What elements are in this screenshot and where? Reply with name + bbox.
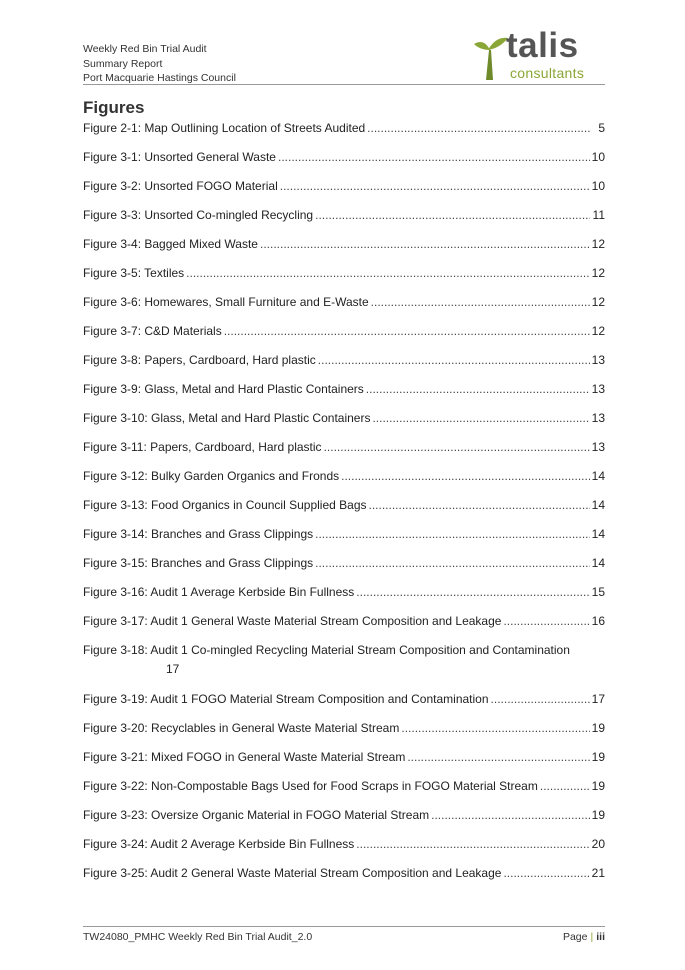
toc-entry-page: 13 <box>591 382 605 396</box>
toc-entry-label: Figure 3-11: Papers, Cardboard, Hard plastic <box>83 440 322 454</box>
footer-divider <box>83 926 605 927</box>
toc-entry-page: 11 <box>592 208 605 222</box>
toc-entry[interactable] <box>83 866 605 895</box>
toc-entry-page: 14 <box>591 469 605 483</box>
footer-separator: | <box>590 931 594 943</box>
dot-leader <box>540 779 590 793</box>
toc-entry-label: Figure 3-24: Audit 2 Average Kerbside Bin Fullness <box>83 837 355 851</box>
toc-entry[interactable] <box>83 498 605 527</box>
toc-entry[interactable] <box>83 808 605 837</box>
toc-entry-page: 14 <box>591 498 605 512</box>
toc-entry-label: Figure 3-9: Glass, Metal and Hard Plastic Containers <box>83 382 364 396</box>
toc-entry-page: 14 <box>591 556 605 570</box>
dot-leader <box>278 150 590 164</box>
toc-entry[interactable] <box>83 527 605 556</box>
toc-entry[interactable] <box>83 692 605 721</box>
footer-doc-id: TW24080_PMHC Weekly Red Bin Trial Audit_2.0 <box>83 931 313 943</box>
dot-leader <box>401 721 589 735</box>
toc-entry[interactable] <box>83 643 605 692</box>
toc-entry-label: Figure 3-10: Glass, Metal and Hard Plastic Containers <box>83 411 371 425</box>
header-subtitle: Summary Report <box>83 57 163 70</box>
dot-leader <box>356 837 589 851</box>
dot-leader <box>407 750 589 764</box>
toc-entry[interactable] <box>83 585 605 614</box>
toc-entry-label: Figure 3-6: Homewares, Small Furniture and E-Waste <box>83 295 369 309</box>
toc-entry-label: Figure 3-22: Non-Compostable Bags Used for Food Scraps in FOGO Material Stream <box>83 779 538 793</box>
logo-subtitle: consultants <box>510 65 585 81</box>
dot-leader <box>341 469 590 483</box>
toc-entry[interactable] <box>83 721 605 750</box>
toc-entry[interactable] <box>83 353 605 382</box>
toc-entry-page: 12 <box>591 266 605 280</box>
toc-entry-page: 10 <box>591 179 605 193</box>
toc-entry-page: 10 <box>591 150 605 164</box>
toc-entry[interactable] <box>83 208 605 237</box>
toc-entry[interactable] <box>83 411 605 440</box>
toc-entry-page: 5 <box>598 121 605 135</box>
talis-logo <box>470 26 610 82</box>
toc-entry-label: Figure 3-8: Papers, Cardboard, Hard plastic <box>83 353 316 367</box>
dot-leader <box>315 527 590 541</box>
toc-entry-label: Figure 3-3: Unsorted Co-mingled Recycling <box>83 208 314 222</box>
document-header <box>83 42 236 86</box>
dot-leader <box>503 614 589 628</box>
toc-entry-label: Figure 3-17: Audit 1 General Waste Material Stream Composition and Leakage <box>83 614 502 628</box>
toc-entry[interactable] <box>83 237 605 266</box>
dot-leader <box>280 179 590 193</box>
toc-entry-page: 21 <box>591 866 605 880</box>
toc-entry-page: 17 <box>166 662 180 676</box>
dot-leader <box>371 295 590 309</box>
dot-leader <box>372 411 589 425</box>
dot-leader <box>366 382 590 396</box>
toc-entry[interactable] <box>83 469 605 498</box>
toc-entry[interactable] <box>83 614 605 643</box>
dot-leader <box>315 208 590 222</box>
toc-entry-label: Figure 3-4: Bagged Mixed Waste <box>83 237 258 251</box>
toc-entry-page: 19 <box>591 750 605 764</box>
dot-leader <box>369 498 590 512</box>
toc-entry[interactable] <box>83 837 605 866</box>
dot-leader <box>367 121 590 135</box>
toc-entry-page: 19 <box>591 808 605 822</box>
toc-entry-page: 17 <box>591 692 605 706</box>
toc-entry-label: Figure 3-12: Bulky Garden Organics and Fronds <box>83 469 340 483</box>
toc-entry[interactable] <box>83 750 605 779</box>
toc-entry[interactable] <box>83 382 605 411</box>
toc-entry[interactable] <box>83 556 605 585</box>
talis-leaf-logo-icon <box>470 34 510 82</box>
toc-entry-label: Figure 3-25: Audit 2 General Waste Material Stream Composition and Leakage <box>83 866 502 880</box>
toc-entry-label: Figure 3-2: Unsorted FOGO Material <box>83 179 278 193</box>
toc-entry[interactable] <box>83 324 605 353</box>
dot-leader <box>224 324 590 338</box>
toc-entry[interactable] <box>83 440 605 469</box>
footer-page-number: iii <box>596 931 605 943</box>
toc-entry-label: Figure 3-7: C&D Materials <box>83 324 222 338</box>
toc-entry-page: 13 <box>591 353 605 367</box>
dot-leader <box>260 237 590 251</box>
toc-entry-page: 19 <box>591 779 605 793</box>
toc-entry-page: 19 <box>591 721 605 735</box>
toc-entry-label: Figure 3-5: Textiles <box>83 266 185 280</box>
toc-entry-page: 12 <box>591 324 605 338</box>
header-title: Weekly Red Bin Trial Audit <box>83 43 207 55</box>
toc-entry-label: Figure 3-18: Audit 1 Co-mingled Recycling Material Stream Composition and Contamination <box>83 643 570 657</box>
footer-page <box>563 931 605 943</box>
toc-entry-label: Figure 3-13: Food Organics in Council Supplied Bags <box>83 498 367 512</box>
toc-entry-page: 12 <box>591 237 605 251</box>
dot-leader <box>431 808 590 822</box>
toc-entry-label: Figure 3-23: Oversize Organic Material in FOGO Material Stream <box>83 808 430 822</box>
dot-leader <box>503 866 589 880</box>
toc-entry-label: Figure 3-19: Audit 1 FOGO Material Stream Composition and Contamination <box>83 692 489 706</box>
page-title: Figures <box>83 98 145 117</box>
toc-entry-page: 14 <box>591 527 605 541</box>
header-client: Port Macquarie Hastings Council <box>83 72 236 84</box>
footer-page-label: Page <box>562 931 588 943</box>
toc-entry-page: 13 <box>591 440 605 454</box>
toc-entry-label: Figure 3-20: Recyclables in General Waste Material Stream <box>83 721 400 735</box>
toc-entry[interactable] <box>83 150 605 179</box>
toc-entry[interactable] <box>83 266 605 295</box>
toc-entry-page: 15 <box>591 585 605 599</box>
dot-leader <box>186 266 589 280</box>
toc-entry-label: Figure 3-21: Mixed FOGO in General Waste Material Stream <box>83 750 406 764</box>
toc-entry[interactable] <box>83 295 605 324</box>
dot-leader <box>356 585 589 599</box>
toc-entry-page: 16 <box>591 614 605 628</box>
figures-list <box>83 121 605 895</box>
dot-leader <box>491 692 590 706</box>
toc-entry-label: Figure 3-16: Audit 1 Average Kerbside Bin Fullness <box>83 585 355 599</box>
toc-entry[interactable] <box>83 179 605 208</box>
dot-leader <box>315 556 590 570</box>
header-divider <box>83 84 605 85</box>
toc-entry-page: 20 <box>591 837 605 851</box>
toc-entry-label: Figure 3-14: Branches and Grass Clippings <box>83 527 314 541</box>
toc-entry-label: Figure 3-1: Unsorted General Waste <box>83 150 276 164</box>
toc-entry-page: 12 <box>591 295 605 309</box>
toc-entry[interactable] <box>83 121 605 150</box>
toc-entry-label: Figure 3-15: Branches and Grass Clippings <box>83 556 314 570</box>
toc-entry-page: 13 <box>591 411 605 425</box>
toc-entry-label: Figure 2-1: Map Outlining Location of Streets Audited <box>83 121 366 135</box>
dot-leader <box>318 353 590 367</box>
toc-entry[interactable] <box>83 779 605 808</box>
logo-wordmark: talis <box>506 26 579 65</box>
dot-leader <box>324 440 590 454</box>
